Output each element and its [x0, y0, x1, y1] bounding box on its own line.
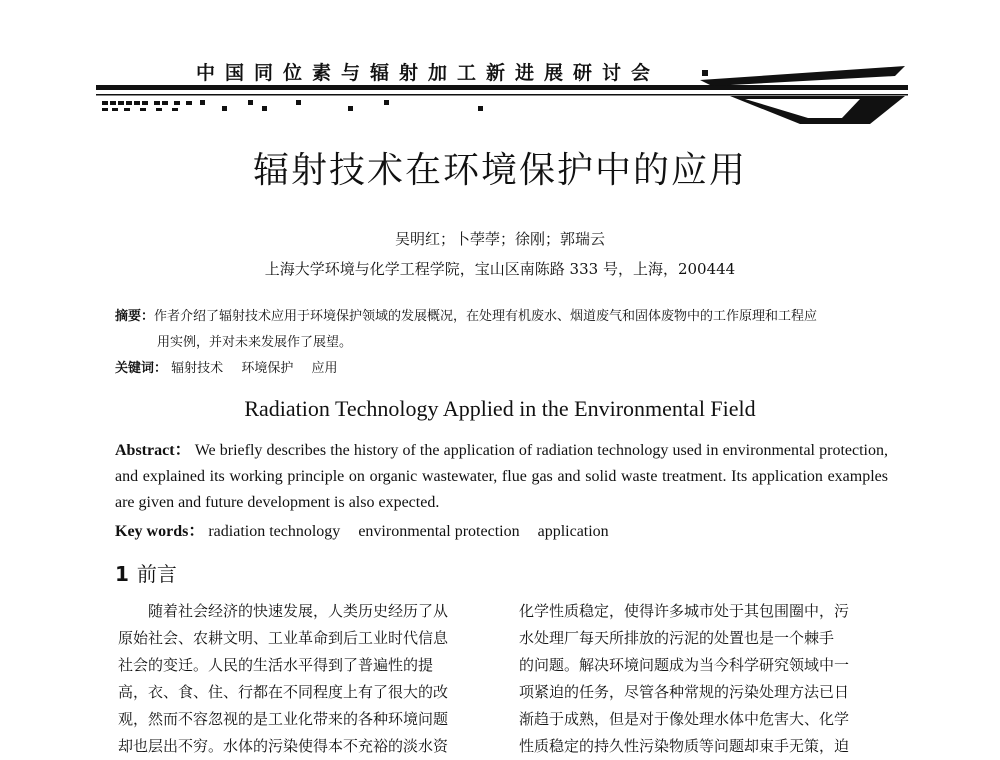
conference-title: 中国同位素与辐射加工新进展研讨会 — [196, 62, 661, 84]
english-abstract — [115, 438, 888, 516]
chinese-keywords-label: 关键词： — [115, 361, 168, 376]
english-keywords — [115, 518, 623, 541]
body-column-right — [519, 598, 887, 760]
chinese-abstract-line-2: 用实例，并对未来发展作了展望。 — [157, 335, 353, 350]
english-abstract-label: Abstract： — [115, 442, 191, 459]
paper-authors: 吴明红；卜荸荸；徐刚；郭瑞云 — [394, 230, 605, 248]
chinese-keywords — [115, 356, 351, 382]
english-keyword: application — [537, 523, 609, 540]
english-keyword: radiation technology — [208, 523, 341, 540]
paper-affiliation: 上海大学环境与化学工程学院，宝山区南陈路 333 号，上海，200444 — [264, 260, 736, 278]
body-line: 性质稳定的持久性污染物质等问题却束手无策，迫 — [519, 737, 850, 755]
conference-header — [0, 0, 1000, 130]
body-line: 原始社会、农耕文明、工业革命到后工业时代信息 — [118, 629, 449, 647]
body-line: 渐趋于成熟，但是对于像处理水体中危害大、化学 — [519, 710, 850, 728]
english-keyword: environmental protection — [358, 523, 520, 540]
section-heading — [115, 558, 177, 587]
body-line: 化学性质稳定，使得许多城市处于其包围圈中，污 — [519, 602, 850, 620]
english-keywords-label: Key words： — [115, 523, 205, 540]
body-line: 水处理厂每天所排放的污泥的处置也是一个棘手 — [519, 629, 835, 647]
section-title: 前言 — [136, 562, 177, 586]
chinese-keyword: 应用 — [311, 361, 338, 376]
body-line: 却也层出不穷。水体的污染使得本不充裕的淡水资 — [118, 737, 449, 755]
body-line: 的问题。解决环境问题成为当今科学研究领域中一 — [519, 656, 850, 674]
chinese-abstract — [115, 304, 895, 356]
chinese-keyword: 辐射技术 — [171, 361, 224, 376]
chinese-abstract-line-1: 作者介绍了辐射技术应用于环境保护领域的发展概况，在处理有机废水、烟道废气和固体废物中的工作原理和工程应 — [154, 309, 818, 324]
english-title: Radiation Technology Applied in the Environmental Field — [244, 396, 756, 421]
body-line: 项紧迫的任务，尽管各种常规的污染处理方法已日 — [519, 683, 850, 701]
chinese-abstract-label: 摘要： — [115, 309, 155, 324]
chinese-keyword: 环境保护 — [241, 361, 294, 376]
body-column-left — [118, 598, 486, 760]
body-line: 观，然而不容忽视的是工业化带来的各种环境问题 — [118, 710, 449, 728]
body-line: 随着社会经济的快速发展，人类历史经历了从 — [148, 602, 449, 620]
body-line: 社会的变迁。人民的生活水平得到了普遍性的提 — [118, 656, 434, 674]
body-line: 高，衣、食、住、行都在不同程度上有了很大的改 — [118, 683, 449, 701]
paper-title: 辐射技术在环境保护中的应用 — [252, 150, 747, 191]
english-abstract-text: We briefly describes the history of the application of radiation technology used in environmental protection, and explained its working principle on organic wastewater, flue gas and solid waste treatment. Its application examples are given and future development is also expected. — [115, 442, 889, 511]
section-number: 1 — [115, 562, 129, 586]
